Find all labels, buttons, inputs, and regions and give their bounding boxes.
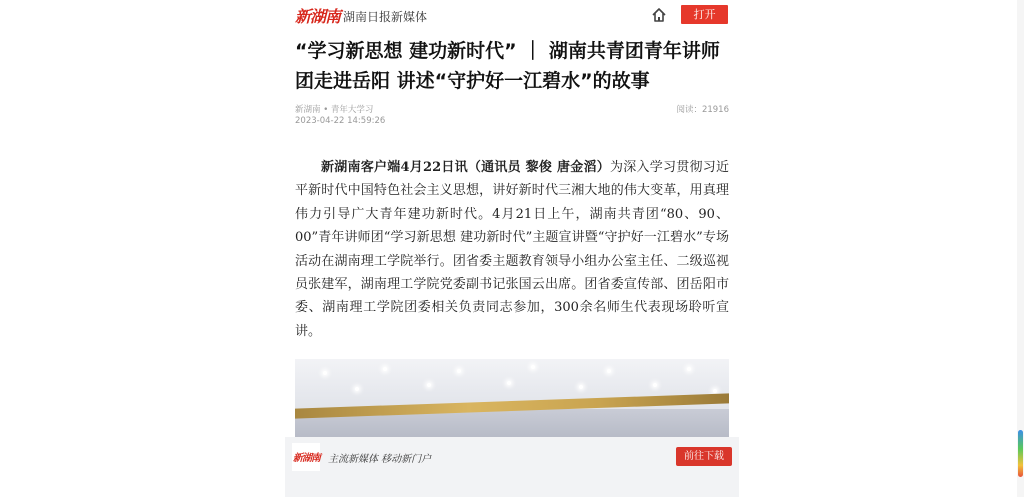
banner-slogan: 主流新媒体 移动新门户 [328, 454, 432, 465]
top-bar [285, 0, 739, 30]
download-button[interactable]: 前往下载 [676, 447, 732, 466]
article-lead: 新湖南客户端4月22日讯（通讯员 黎俊 唐金滔） [321, 160, 610, 175]
app-logo[interactable]: 新湖南 [295, 7, 341, 26]
article-page [285, 0, 739, 497]
article-body-text: 为深入学习贯彻习近平新时代中国特色社会主义思想，讲好新时代三湘大地的伟大变革，用真理伟力引导广大青年建功新时代。4月21日上午，湖南共青团“80、90、00”青年讲师团“学习新思想 建功新时代”主题宣讲暨“守护好一江碧水”专场活动在湖南理工学院举行。团省委主题教育领导小组办公室主任、二级巡视员张建军，湖南理工学院党委副书记张国云出席。团省委宣传部、团岳阳市委、湖南理工学院团委相关负责同志参加，300余名师生代表现场聆听宣讲。 [295, 160, 729, 339]
read-count: 阅读：21916 [676, 105, 729, 115]
article-photo [295, 359, 729, 439]
article-source: 新湖南 • 青年大学习 [295, 105, 374, 115]
home-icon[interactable] [651, 7, 667, 23]
brand-name: 湖南日报新媒体 [343, 10, 428, 24]
article-title: “学习新思想 建功新时代” ｜ 湖南共青团青年讲师团走进岳阳 讲述“守护好一江碧水”的故事 [295, 40, 720, 92]
banner-logo [292, 443, 320, 471]
article-time: 2023-04-22 14:59:26 [295, 116, 386, 126]
download-banner [285, 437, 739, 497]
article-body [295, 156, 729, 343]
scrollbar-track[interactable] [1017, 0, 1024, 497]
scrollbar-thumb[interactable] [1018, 430, 1023, 477]
open-app-button[interactable]: 打开 [681, 5, 728, 24]
banner-logo-text: 新湖南 [293, 453, 320, 464]
